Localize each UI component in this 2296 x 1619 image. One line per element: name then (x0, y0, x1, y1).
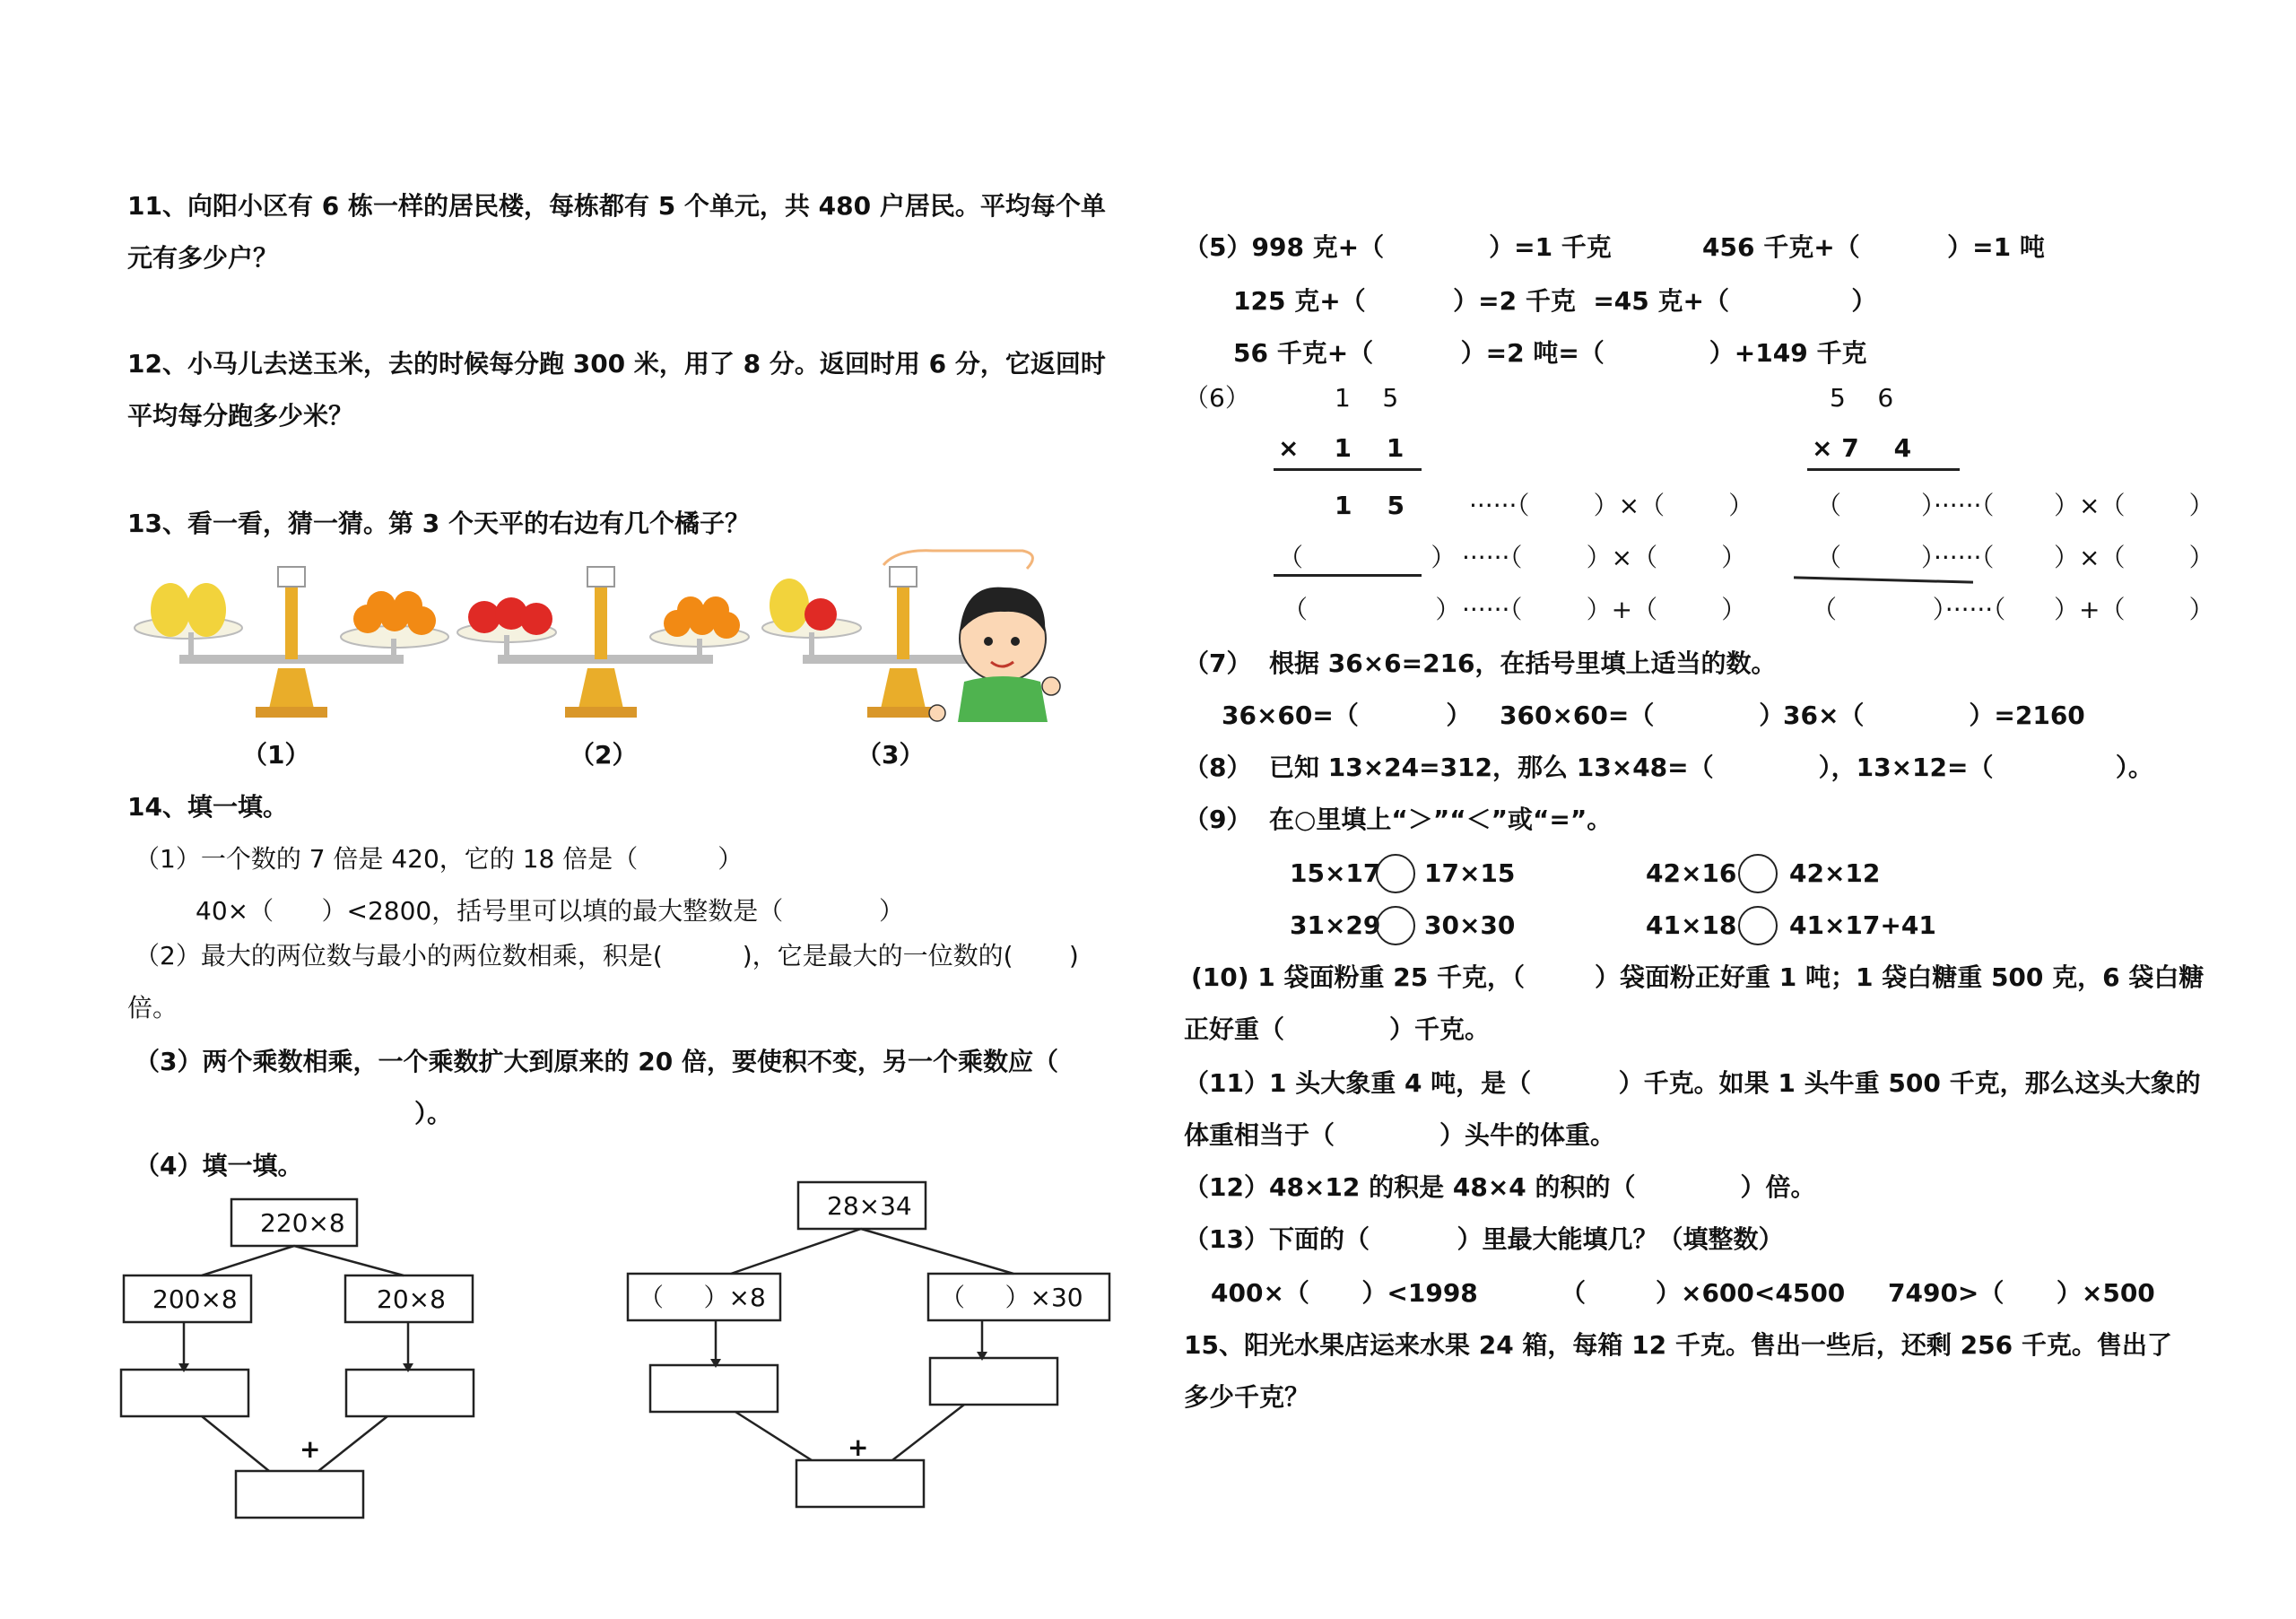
q14-part2-line1: （2）最大的两位数与最小的两位数相乘，积是( )，它是最大的一位数的( ) (135, 941, 1079, 971)
balance-label-1: （1） (242, 740, 310, 770)
p5-line2: 125 克+（ ）=2 千克 =45 克+（ ） (1233, 286, 1877, 316)
p7-c: 36×（ ）=2160 (1783, 701, 2085, 730)
mult1-partial2: （ ） (1278, 543, 1457, 572)
tree1-right-text: 20×8 (377, 1284, 446, 1314)
p7-a: 36×60=（ ） (1222, 701, 1472, 730)
q14-part3-line2: ）。 (414, 1099, 453, 1128)
tree-1 (121, 1199, 474, 1518)
p11-line2: 体重相当于（ ）头牛的体重。 (1184, 1120, 1615, 1150)
tree1-answer-right[interactable] (346, 1370, 474, 1416)
p9-circle-4[interactable] (1738, 906, 1778, 945)
p5-line1b: 456 千克+（ ）=1 吨 (1702, 232, 2045, 262)
tree-2 (628, 1182, 1109, 1507)
mult2-top: 5 6 (1830, 383, 1894, 413)
mult1-product: （ ） (1283, 595, 1461, 624)
q14-part4: （4）填一填。 (135, 1151, 303, 1180)
p9-item2-b: 42×12 (1789, 858, 1881, 888)
p10-line2: 正好重（ ）千克。 (1184, 1014, 1490, 1044)
balance-label-2: （2） (570, 740, 638, 770)
p6-label: （6） (1184, 383, 1250, 413)
p13-b: （ ）×600<4500 (1561, 1278, 1846, 1308)
tree1-plus: + (300, 1434, 321, 1464)
mult2-partial1-note: ）×（ ） (2054, 491, 2214, 520)
tree2-right-text: （ ）×30 (940, 1283, 1083, 1312)
p13-a: 400×（ ）<1998 (1211, 1278, 1478, 1308)
tree1-top-text: 220×8 (260, 1208, 345, 1238)
q11-line1: 11、向阳小区有 6 栋一样的居民楼，每栋都有 5 个单元，共 480 户居民。平均每个单 (127, 191, 1106, 221)
p9-item4-b: 41×17+41 (1789, 910, 1936, 940)
mult1-partial1-note: ······（ ）×（ ） (1469, 491, 1754, 520)
mult1-rule (1274, 468, 1422, 471)
tree1-answer-bottom[interactable] (236, 1471, 363, 1518)
p9-item2-a: 42×16 (1646, 858, 1737, 888)
mult1-product-note: ······（ ）+（ ） (1462, 595, 1747, 624)
tree2-answer-left[interactable] (650, 1365, 778, 1412)
q14-part2-line2: 倍。 (127, 993, 178, 1023)
p7-b: 360×60=（ ） (1500, 701, 1785, 730)
tree2-plus: + (848, 1432, 869, 1462)
p7-title: （7） 根据 36×6=216，在括号里填上适当的数。 (1184, 648, 1777, 678)
mult2-partial2-note: ）×（ ） (2054, 543, 2214, 572)
q12-line2: 平均每分跑多少米？ (127, 401, 354, 431)
tree2-top-text: 28×34 (827, 1191, 912, 1221)
q14-part1-line1: （1）一个数的 7 倍是 420，它的 18 倍是（ ） (135, 844, 744, 874)
p5-line3: 56 千克+（ ）=2 吨=（ ）+149 千克 (1233, 338, 1867, 368)
p9-circle-3[interactable] (1376, 906, 1415, 945)
p13-title: （13）下面的（ ）里最大能填几？（填整数） (1184, 1224, 1784, 1254)
q13-text: 13、看一看，猜一猜。第 3 个天平的右边有几个橘子？ (127, 509, 750, 538)
q14-part1-line2: 40×（ ）<2800，括号里可以填的最大整数是（ ） (196, 896, 905, 926)
p9-item4-a: 41×18 (1646, 910, 1737, 940)
tree1-answer-left[interactable] (121, 1370, 248, 1416)
p8: （8） 已知 13×24=312，那么 13×48=（ ），13×12=（ ）。 (1184, 753, 2153, 782)
tree2-answer-right[interactable] (930, 1358, 1057, 1405)
p9-circle-2[interactable] (1738, 854, 1778, 893)
p12: （12）48×12 的积是 48×4 的积的（ ）倍。 (1184, 1172, 1816, 1202)
mult1-multiplier: × 1 1 (1278, 433, 1405, 463)
mult1-rule2 (1274, 574, 1422, 577)
q12-line1: 12、小马儿去送玉米，去的时候每分跑 300 米，用了 8 分。返回时用 6 分，它返回时 (127, 349, 1106, 379)
p5-line1a: （5）998 克+（ ）=1 千克 (1184, 232, 1612, 262)
mult1-top: 1 5 (1335, 383, 1399, 413)
mult1-partial1: 1 5 (1335, 491, 1405, 520)
p9-item1-a: 15×17 (1290, 858, 1381, 888)
p9-circle-1[interactable] (1376, 854, 1415, 893)
p11-line1: （11）1 头大象重 4 吨，是（ ）千克。如果 1 头牛重 500 千克，那么这头大象的 (1184, 1068, 2201, 1098)
p9-item3-b: 30×30 (1424, 910, 1516, 940)
mult2-partial1: （ ）······（ (1816, 491, 1995, 520)
q11-line2: 元有多少户？ (127, 243, 279, 273)
tree2-answer-bottom[interactable] (796, 1460, 924, 1507)
p9-title: （9） 在○里填上“＞”“＜”或“=”。 (1184, 805, 1613, 834)
balance-label-3: （3） (857, 740, 925, 770)
p10-line1: (10) 1 袋面粉重 25 千克，（ ）袋面粉正好重 1 吨；1 袋白糖重 500 克，6 袋白糖 (1191, 962, 2205, 992)
q15-line1: 15、阳光水果店运来水果 24 箱，每箱 12 千克。售出一些后，还剩 256 千克。售出了 (1184, 1330, 2172, 1360)
q15-line2: 多少千克？ (1184, 1382, 1310, 1412)
mult2-partial2: （ ）······（ (1816, 543, 1995, 572)
q14-title: 14、填一填。 (127, 792, 288, 822)
tree2-left-text: （ ）×8 (639, 1283, 766, 1312)
mult2-product-note: ）+（ ） (2054, 595, 2214, 624)
tree1-left-text: 200×8 (152, 1284, 238, 1314)
mult2-multiplier: × 7 4 (1812, 433, 1912, 463)
mult2-rule (1807, 468, 1960, 471)
p9-item1-b: 17×15 (1424, 858, 1516, 888)
mult2-product: （ ）······（ (1812, 595, 2006, 624)
p13-c: 7490>（ ）×500 (1888, 1278, 2155, 1308)
q14-part3-line1: （3）两个乘数相乘，一个乘数扩大到原来的 20 倍，要使积不变，另一个乘数应（ (135, 1047, 1058, 1076)
mult1-partial2-note: ······（ ）×（ ） (1462, 543, 1747, 572)
p9-item3-a: 31×29 (1290, 910, 1381, 940)
